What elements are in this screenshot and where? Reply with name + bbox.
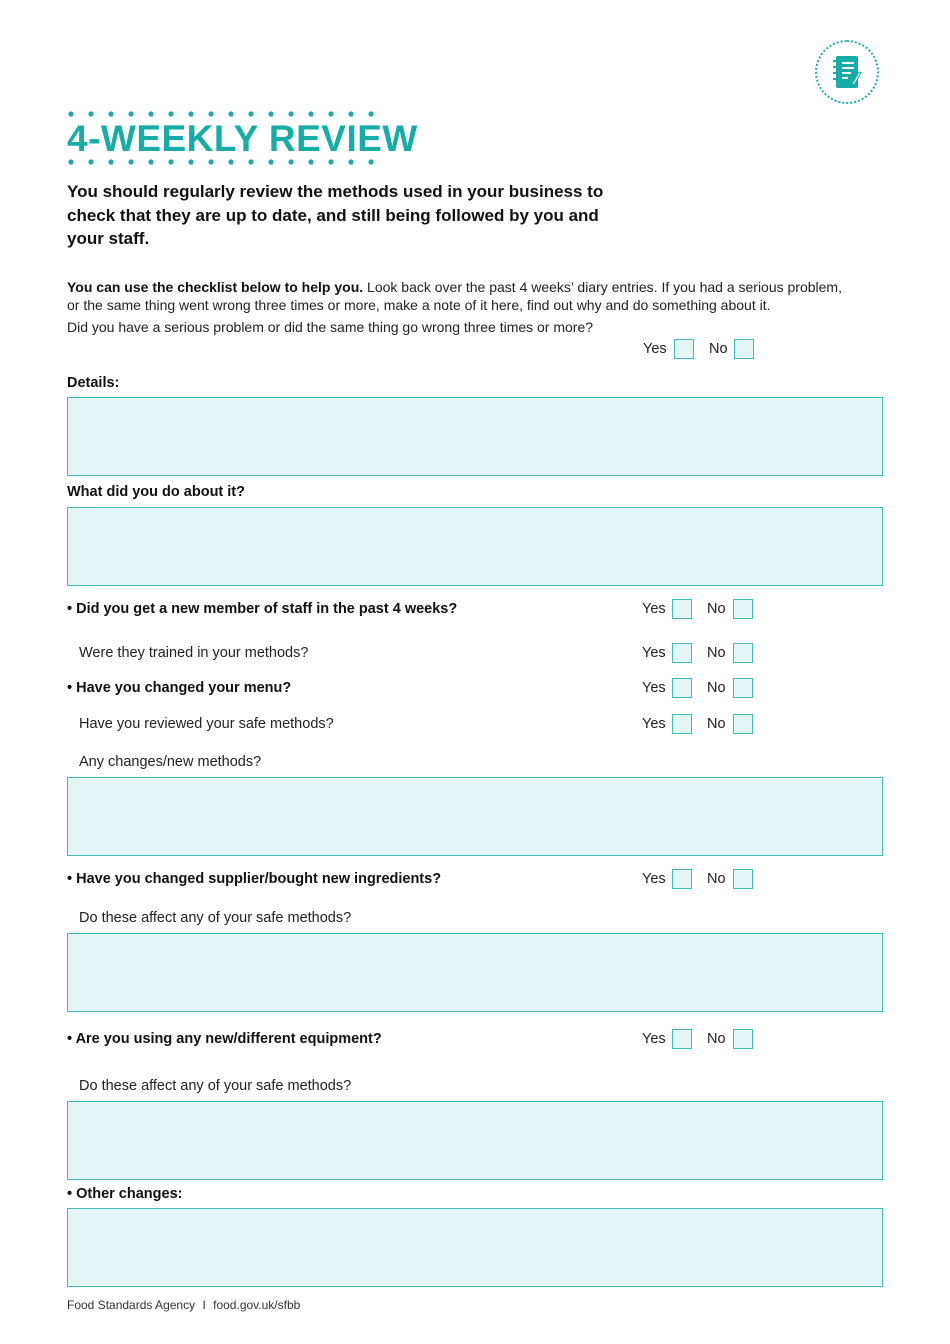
new-staff-no-checkbox[interactable] xyxy=(733,599,753,619)
action-field[interactable] xyxy=(67,507,883,586)
yes-label: Yes xyxy=(642,601,666,617)
trained-yes-checkbox[interactable] xyxy=(672,643,692,663)
new-staff-yes-checkbox[interactable] xyxy=(672,599,692,619)
supplier-affect-field[interactable] xyxy=(67,933,883,1012)
equipment-question: • Are you using any new/different equipment? xyxy=(67,1031,382,1047)
intro-text: You should regularly review the methods used in your business to check that they are up to date, and still being followed by you and your staff. xyxy=(67,182,604,248)
trained-no-checkbox[interactable] xyxy=(733,643,753,663)
details-field[interactable] xyxy=(67,397,883,476)
title-dots-top xyxy=(67,110,379,118)
supplier-affect-label: Do these affect any of your safe methods? xyxy=(79,910,352,926)
instructions-line-1 xyxy=(67,278,842,296)
serious-problem-question: Did you have a serious problem or did the same thing go wrong three times or more? xyxy=(67,319,594,335)
other-changes-label: • Other changes: xyxy=(67,1186,183,1202)
equipment-yes-checkbox[interactable] xyxy=(672,1029,692,1049)
page-title: 4-WEEKLY REVIEW xyxy=(67,118,418,159)
no-label: No xyxy=(707,1031,726,1047)
no-label: No xyxy=(707,601,726,617)
yes-label: Yes xyxy=(642,716,666,732)
menu-question: • Have you changed your menu? xyxy=(67,680,292,696)
changes-label: Any changes/new methods? xyxy=(79,754,262,770)
reviewed-question: Have you reviewed your safe methods? xyxy=(79,716,334,732)
no-label: No xyxy=(707,645,726,661)
title-dots-bottom xyxy=(67,158,379,166)
no-label: No xyxy=(709,341,728,357)
instructions-line-1-rest: Look back over the past 4 weeks’ diary entries. If you had a serious problem, xyxy=(363,279,842,295)
footer xyxy=(67,1298,300,1312)
yes-label: Yes xyxy=(642,680,666,696)
serious-problem-yes-checkbox[interactable] xyxy=(674,339,694,359)
menu-yes-checkbox[interactable] xyxy=(672,678,692,698)
yes-label: Yes xyxy=(642,1031,666,1047)
reviewed-no-checkbox[interactable] xyxy=(733,714,753,734)
diary-notebook-icon xyxy=(832,54,862,92)
supplier-yes-checkbox[interactable] xyxy=(672,869,692,889)
no-label: No xyxy=(707,680,726,696)
action-label: What did you do about it? xyxy=(67,484,245,500)
equipment-affect-field[interactable] xyxy=(67,1101,883,1180)
menu-no-checkbox[interactable] xyxy=(733,678,753,698)
changes-field[interactable] xyxy=(67,777,883,856)
yes-label: Yes xyxy=(643,341,667,357)
other-changes-field[interactable] xyxy=(67,1208,883,1287)
equipment-no-checkbox[interactable] xyxy=(733,1029,753,1049)
diary-badge xyxy=(815,40,879,104)
new-staff-question: • Did you get a new member of staff in the past 4 weeks? xyxy=(67,601,458,617)
supplier-no-checkbox[interactable] xyxy=(733,869,753,889)
supplier-question: • Have you changed supplier/bought new ingredients? xyxy=(67,871,442,887)
reviewed-yes-checkbox[interactable] xyxy=(672,714,692,734)
details-label: Details: xyxy=(67,375,120,391)
equipment-affect-label: Do these affect any of your safe methods? xyxy=(79,1078,352,1094)
trained-question: Were they trained in your methods? xyxy=(79,645,309,661)
serious-problem-no-checkbox[interactable] xyxy=(734,339,754,359)
footer-org: Food Standards Agency xyxy=(67,1298,196,1312)
instructions-line-2: or the same thing went wrong three times or more, make a note of it here, find out why and do something about it. xyxy=(67,297,771,313)
no-label: No xyxy=(707,871,726,887)
no-label: No xyxy=(707,716,726,732)
instructions-lead: You can use the checklist below to help you. xyxy=(67,279,364,295)
yes-label: Yes xyxy=(642,871,666,887)
footer-url[interactable]: food.gov.uk/sfbb xyxy=(213,1298,301,1312)
footer-separator: I xyxy=(202,1298,206,1312)
yes-label: Yes xyxy=(642,645,666,661)
